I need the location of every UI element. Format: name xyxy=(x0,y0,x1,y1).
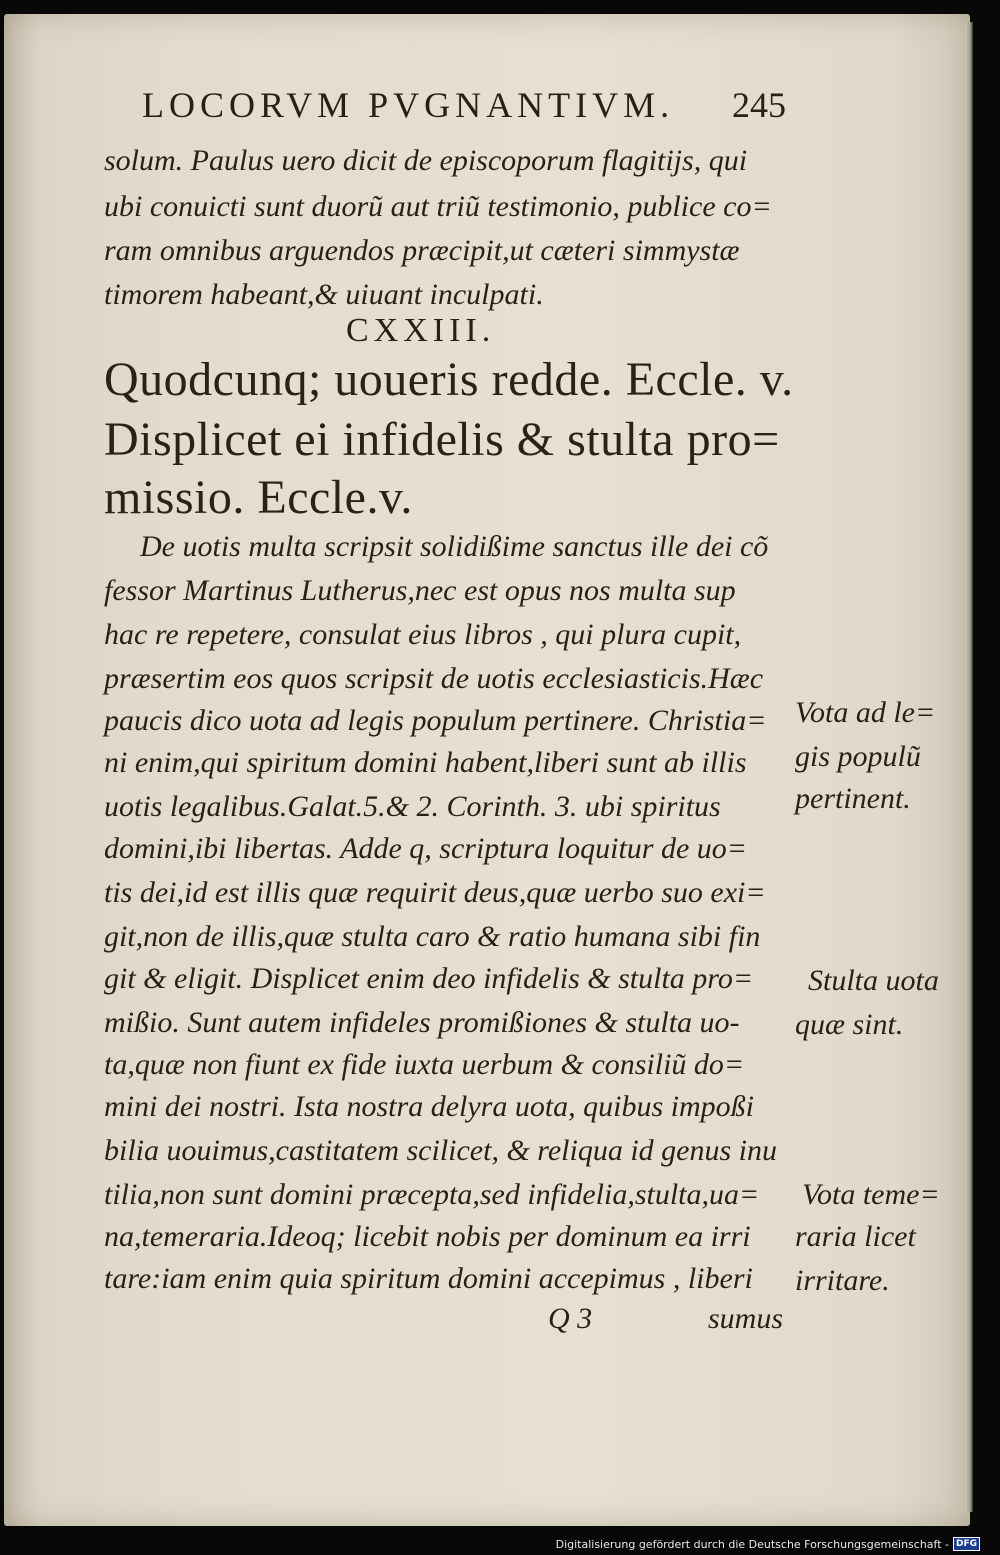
text-line: bilia uouimus,castitatem scilicet, & reliqua id genus inu xyxy=(104,1134,777,1167)
text-line: uotis legalibus.Galat.5.& 2. Corinth. 3. ubi spiritus xyxy=(104,790,721,823)
margin-note: raria licet xyxy=(795,1220,916,1253)
margin-note: Stulta uota xyxy=(808,964,939,997)
text-line: mini dei nostri. Ista nostra delyra uota, quibus impoßi xyxy=(104,1090,755,1123)
signature-mark: Q 3 xyxy=(548,1302,593,1335)
text-line: git,non de illis,quæ stulta caro & ratio humana sibi fin xyxy=(104,920,761,953)
margin-note: irritare. xyxy=(795,1264,890,1297)
text-line: solum. Paulus uero dicit de episcoporum flagitijs, qui xyxy=(104,144,748,177)
heading-line: missio. Eccle.v. xyxy=(104,471,413,524)
heading-line: Displicet ei infidelis & stulta pro= xyxy=(104,413,780,466)
margin-note: Vota ad le= xyxy=(795,696,936,729)
text-line: git & eligit. Displicet enim deo infidelis & stulta pro= xyxy=(104,962,754,995)
margin-note: Vota teme= xyxy=(802,1178,940,1211)
credit-text: Digitalisierung gefördert durch die Deutsche Forschungsgemeinschaft - xyxy=(555,1537,949,1551)
digitization-credit xyxy=(556,1537,980,1551)
text-line: tis dei,id est illis quæ requirit deus,quæ uerbo suo exi= xyxy=(104,876,766,909)
text-line: domini,ibi libertas. Adde q, scriptura loquitur de uo= xyxy=(104,832,748,865)
page-edge xyxy=(965,22,973,1512)
margin-note: pertinent. xyxy=(795,782,911,815)
text-line: De uotis multa scripsit solidißime sanctus ille dei cõ xyxy=(140,530,769,563)
text-line: fessor Martinus Lutherus,nec est opus nos multa sup xyxy=(104,574,736,607)
dfg-logo: DFG xyxy=(953,1537,980,1551)
text-line: ni enim,qui spiritum domini habent,liberi sunt ab illis xyxy=(104,746,747,779)
text-line: tilia,non sunt domini præcepta,sed infidelia,stulta,ua= xyxy=(104,1178,760,1211)
text-line: mißio. Sunt autem infideles promißiones & stulta uo- xyxy=(104,1006,740,1039)
catchword: sumus xyxy=(708,1302,784,1335)
text-line: hac re repetere, consulat eius libros , qui plura cupit, xyxy=(104,618,742,651)
margin-note: quæ sint. xyxy=(795,1008,904,1041)
text-line: tare:iam enim quia spiritum domini accepimus , liberi xyxy=(104,1262,753,1295)
text-line: paucis dico uota ad legis populum pertinere. Christia= xyxy=(104,704,767,737)
text-line: timorem habeant,& uiuant inculpati. xyxy=(104,278,544,311)
text-line: ubi conuicti sunt duorũ aut triũ testimonio, publice co= xyxy=(104,190,772,223)
text-line: ram omnibus arguendos præcipit,ut cæteri simmystæ xyxy=(104,234,740,267)
margin-note: gis populũ xyxy=(795,740,921,773)
text-line: na,temeraria.Ideoq; licebit nobis per dominum ea irri xyxy=(104,1220,751,1253)
page-number: 245 xyxy=(732,85,786,125)
text-line: ta,quæ non fiunt ex fide iuxta uerbum & consiliũ do= xyxy=(104,1048,745,1081)
heading-line: Quodcunq; uoueris redde. Eccle. v. xyxy=(104,353,794,406)
section-number: CXXIII. xyxy=(346,312,496,349)
running-head: LOCORVM PVGNANTIVM. xyxy=(142,85,675,125)
text-line: præsertim eos quos scripsit de uotis ecclesiasticis.Hæc xyxy=(104,662,764,695)
